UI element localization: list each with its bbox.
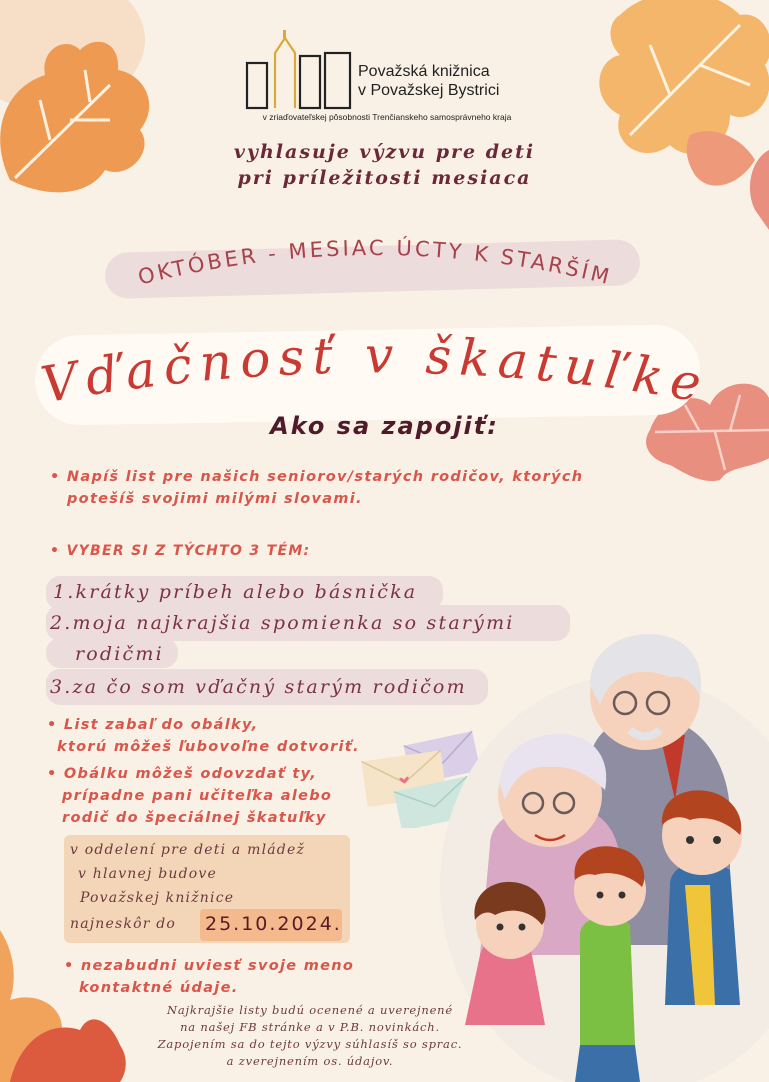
- intro-line1: vyhlasuje výzvu pre deti: [233, 141, 536, 163]
- bullet-envelope: [47, 714, 360, 758]
- grandparents-children-illustration: [430, 625, 769, 1082]
- bullet-name-line1: • nezabudni uviesť svoje meno: [64, 958, 355, 974]
- bullet-deliver-line2: prípadne pani učiteľka alebo: [62, 788, 333, 804]
- month-banner-text: OKTÓBER - MESIAC ÚCTY K STARŠÍM: [135, 235, 615, 290]
- library-logo-icon: [245, 28, 355, 113]
- location-line1: v oddelení pre deti a mládež: [70, 842, 306, 858]
- main-title: [30, 315, 720, 425]
- bullet-deliver-line3: rodič do špeciálnej škatuľky: [62, 810, 327, 826]
- bullet-deliver: [47, 763, 332, 829]
- how-heading: Ako sa zapojiť:: [270, 412, 499, 440]
- svg-text:OKTÓBER - MESIAC ÚCTY K STARŠÍ: [136, 235, 615, 289]
- topic-2-line1: 2.moja najkrajšia spomienka so starými: [50, 612, 515, 634]
- footer-note-line2: na našej FB stránke a v P.B. novinkách.: [180, 1020, 440, 1034]
- footer-note-line3: Zapojením sa do tejto výzvy súhlasíš so sprac.: [157, 1037, 463, 1051]
- bullet-envelope-line2: ktorú môžeš ľubovoľne dotvoriť.: [57, 739, 360, 755]
- topic-3: 3.za čo som vďačný starým rodičom: [50, 676, 467, 698]
- bullet-letter-line2: potešíš svojimi milými slovami.: [67, 491, 363, 507]
- bullet-envelope-line1: • List zabaľ do obálky,: [47, 717, 259, 733]
- intro-line2: pri príležitosti mesiaca: [237, 167, 532, 189]
- topic-1: 1.krátky príbeh alebo básnička: [53, 581, 418, 603]
- deadline-date: 25.10.2024.: [205, 913, 342, 935]
- bullet-deliver-line1: • Obálku môžeš odovzdať ty,: [47, 766, 318, 782]
- location-line3: Považskej knižnice: [80, 890, 235, 906]
- topic-2-line2: rodičmi: [75, 643, 164, 665]
- footer-note-line1: Najkrajšie listy budú ocenené a uverejnené: [167, 1003, 453, 1017]
- library-name-line2: v Považskej Bystrici: [358, 82, 500, 99]
- bullet-choose: • VYBER SI Z TÝCHTO 3 TÉM:: [50, 543, 311, 559]
- deadline-prefix: najneskôr do: [70, 916, 177, 932]
- month-banner: [95, 215, 655, 295]
- footer-note-line4: a zverejnením os. údajov.: [226, 1054, 394, 1068]
- svg-text:Vďačnosť v škatuľke: [37, 326, 713, 414]
- library-tagline: v zriaďovateľskej pôsobnosti Trenčianskeho samosprávneho kraja: [262, 112, 512, 122]
- bullet-name-line2: kontaktné údaje.: [79, 980, 239, 996]
- bullet-letter-line1: • Napíš list pre našich seniorov/starých rodičov, ktorých: [50, 469, 584, 485]
- bullet-name: [64, 955, 354, 999]
- main-title-text: Vďačnosť v škatuľke: [36, 326, 714, 415]
- library-name-line1: Považská knižnica: [358, 63, 490, 80]
- bullet-letter: [50, 466, 650, 510]
- location-line2: v hlavnej budove: [78, 866, 217, 882]
